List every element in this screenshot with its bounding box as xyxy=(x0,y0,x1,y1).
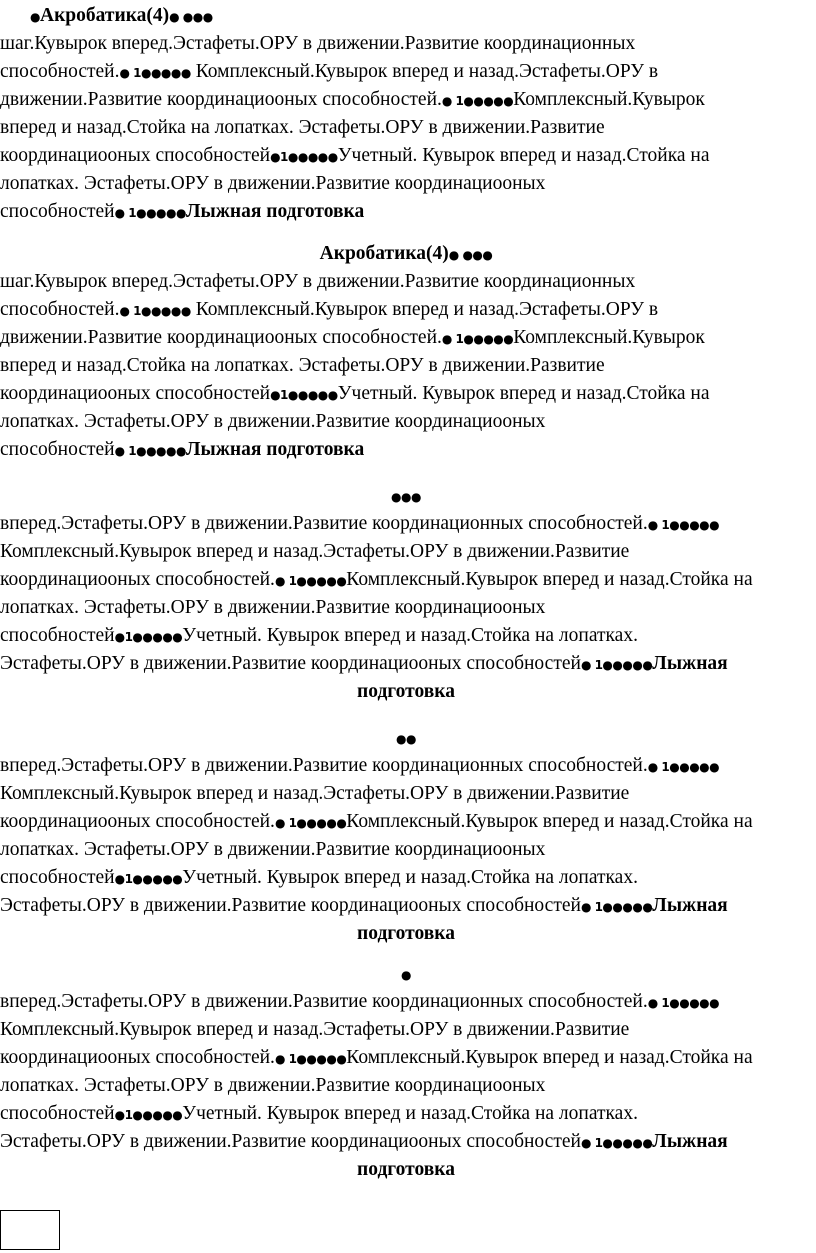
paragraph-line: способностей● 1●●●●●Лыжная подготовка xyxy=(0,201,365,222)
paragraph-line: координациооных способностей.● 1●●●●●Комплексный.Кувырок вперед и назад.Стойка на xyxy=(0,811,753,832)
paragraph-line: способностей●1●●●●●Учетный. Кувырок вперед и назад.Стойка на лопатках. xyxy=(0,625,638,646)
paragraph-line: Комплексный.Кувырок вперед и назад.Эстафеты.ОРУ в движении.Развитие xyxy=(0,541,630,562)
section-3-heading: ●●● xyxy=(391,490,421,504)
paragraph-line: способностей●1●●●●●Учетный. Кувырок вперед и назад.Стойка на лопатках. xyxy=(0,1103,638,1124)
paragraph-line: лопатках. Эстафеты.ОРУ в движении.Развитие координациооных xyxy=(0,411,546,432)
paragraph-line: лопатках. Эстафеты.ОРУ в движении.Развитие координациооных xyxy=(0,173,546,194)
paragraph-line: способностей.● 1●●●●● Комплексный.Кувырок вперед и назад.Эстафеты.ОРУ в xyxy=(0,61,659,82)
paragraph-line: Комплексный.Кувырок вперед и назад.Эстафеты.ОРУ в движении.Развитие xyxy=(0,1019,630,1040)
paragraph-line: движении.Развитие координациооных способностей.● 1●●●●●Комплексный.Кувырок xyxy=(0,327,705,348)
paragraph-line: Эстафеты.ОРУ в движении.Развитие координациооных способностей● 1●●●●●Лыжная xyxy=(0,653,728,674)
paragraph-line: координациооных способностей●1●●●●●Учетный. Кувырок вперед и назад.Стойка на xyxy=(0,145,710,166)
paragraph-line: координациооных способностей.● 1●●●●●Комплексный.Кувырок вперед и назад.Стойка на xyxy=(0,1047,753,1068)
paragraph-line: координациооных способностей.● 1●●●●●Комплексный.Кувырок вперед и назад.Стойка на xyxy=(0,569,753,590)
title-text: Акробатика(4) xyxy=(319,243,449,264)
paragraph-line: координациооных способностей●1●●●●●Учетный. Кувырок вперед и назад.Стойка на xyxy=(0,383,710,404)
section-2-title xyxy=(0,240,812,268)
paragraph-line: вперед.Эстафеты.ОРУ в движении.Развитие координационных способностей.● 1●●●●● xyxy=(0,991,720,1012)
paragraph-line: шаг.Кувырок вперед.Эстафеты.ОРУ в движении.Развитие координационных xyxy=(0,33,636,54)
paragraph-line: вперед.Эстафеты.ОРУ в движении.Развитие координационных способностей.● 1●●●●● xyxy=(0,755,720,776)
paragraph-line: Комплексный.Кувырок вперед и назад.Эстафеты.ОРУ в движении.Развитие xyxy=(0,783,630,804)
paragraph-line: подготовка xyxy=(357,923,455,944)
section-1-title xyxy=(30,2,213,30)
title-marks: ● ●●● xyxy=(448,248,493,262)
section-4-heading: ●● xyxy=(396,732,416,746)
paragraph-line: подготовка xyxy=(357,1159,455,1180)
paragraph-line: вперед и назад.Стойка на лопатках. Эстафеты.ОРУ в движении.Развитие xyxy=(0,355,605,376)
paragraph-line: способностей.● 1●●●●● Комплексный.Кувырок вперед и назад.Эстафеты.ОРУ в xyxy=(0,299,659,320)
title-bullet: ● xyxy=(30,10,40,24)
paragraph-line: способностей● 1●●●●●Лыжная подготовка xyxy=(0,439,365,460)
paragraph-line: шаг.Кувырок вперед.Эстафеты.ОРУ в движении.Развитие координационных xyxy=(0,271,636,292)
empty-box xyxy=(0,1210,60,1250)
paragraph-line: Эстафеты.ОРУ в движении.Развитие координациооных способностей● 1●●●●●Лыжная xyxy=(0,1131,728,1152)
paragraph-line: вперед и назад.Стойка на лопатках. Эстафеты.ОРУ в движении.Развитие xyxy=(0,117,605,138)
section-5-heading: ● xyxy=(401,968,411,982)
paragraph-line: Эстафеты.ОРУ в движении.Развитие координациооных способностей● 1●●●●●Лыжная xyxy=(0,895,728,916)
paragraph-line: лопатках. Эстафеты.ОРУ в движении.Развитие координациооных xyxy=(0,1075,546,1096)
title-text: Акробатика(4) xyxy=(39,5,170,26)
paragraph-line: движении.Развитие координациооных способностей.● 1●●●●●Комплексный.Кувырок xyxy=(0,89,705,110)
paragraph-line: лопатках. Эстафеты.ОРУ в движении.Развитие координациооных xyxy=(0,839,546,860)
paragraph-line: вперед.Эстафеты.ОРУ в движении.Развитие координационных способностей.● 1●●●●● xyxy=(0,513,720,534)
paragraph-line: способностей●1●●●●●Учетный. Кувырок вперед и назад.Стойка на лопатках. xyxy=(0,867,638,888)
paragraph-line: подготовка xyxy=(357,681,455,702)
title-marks: ● ●●● xyxy=(169,10,213,24)
paragraph-line: лопатках. Эстафеты.ОРУ в движении.Развитие координациооных xyxy=(0,597,546,618)
